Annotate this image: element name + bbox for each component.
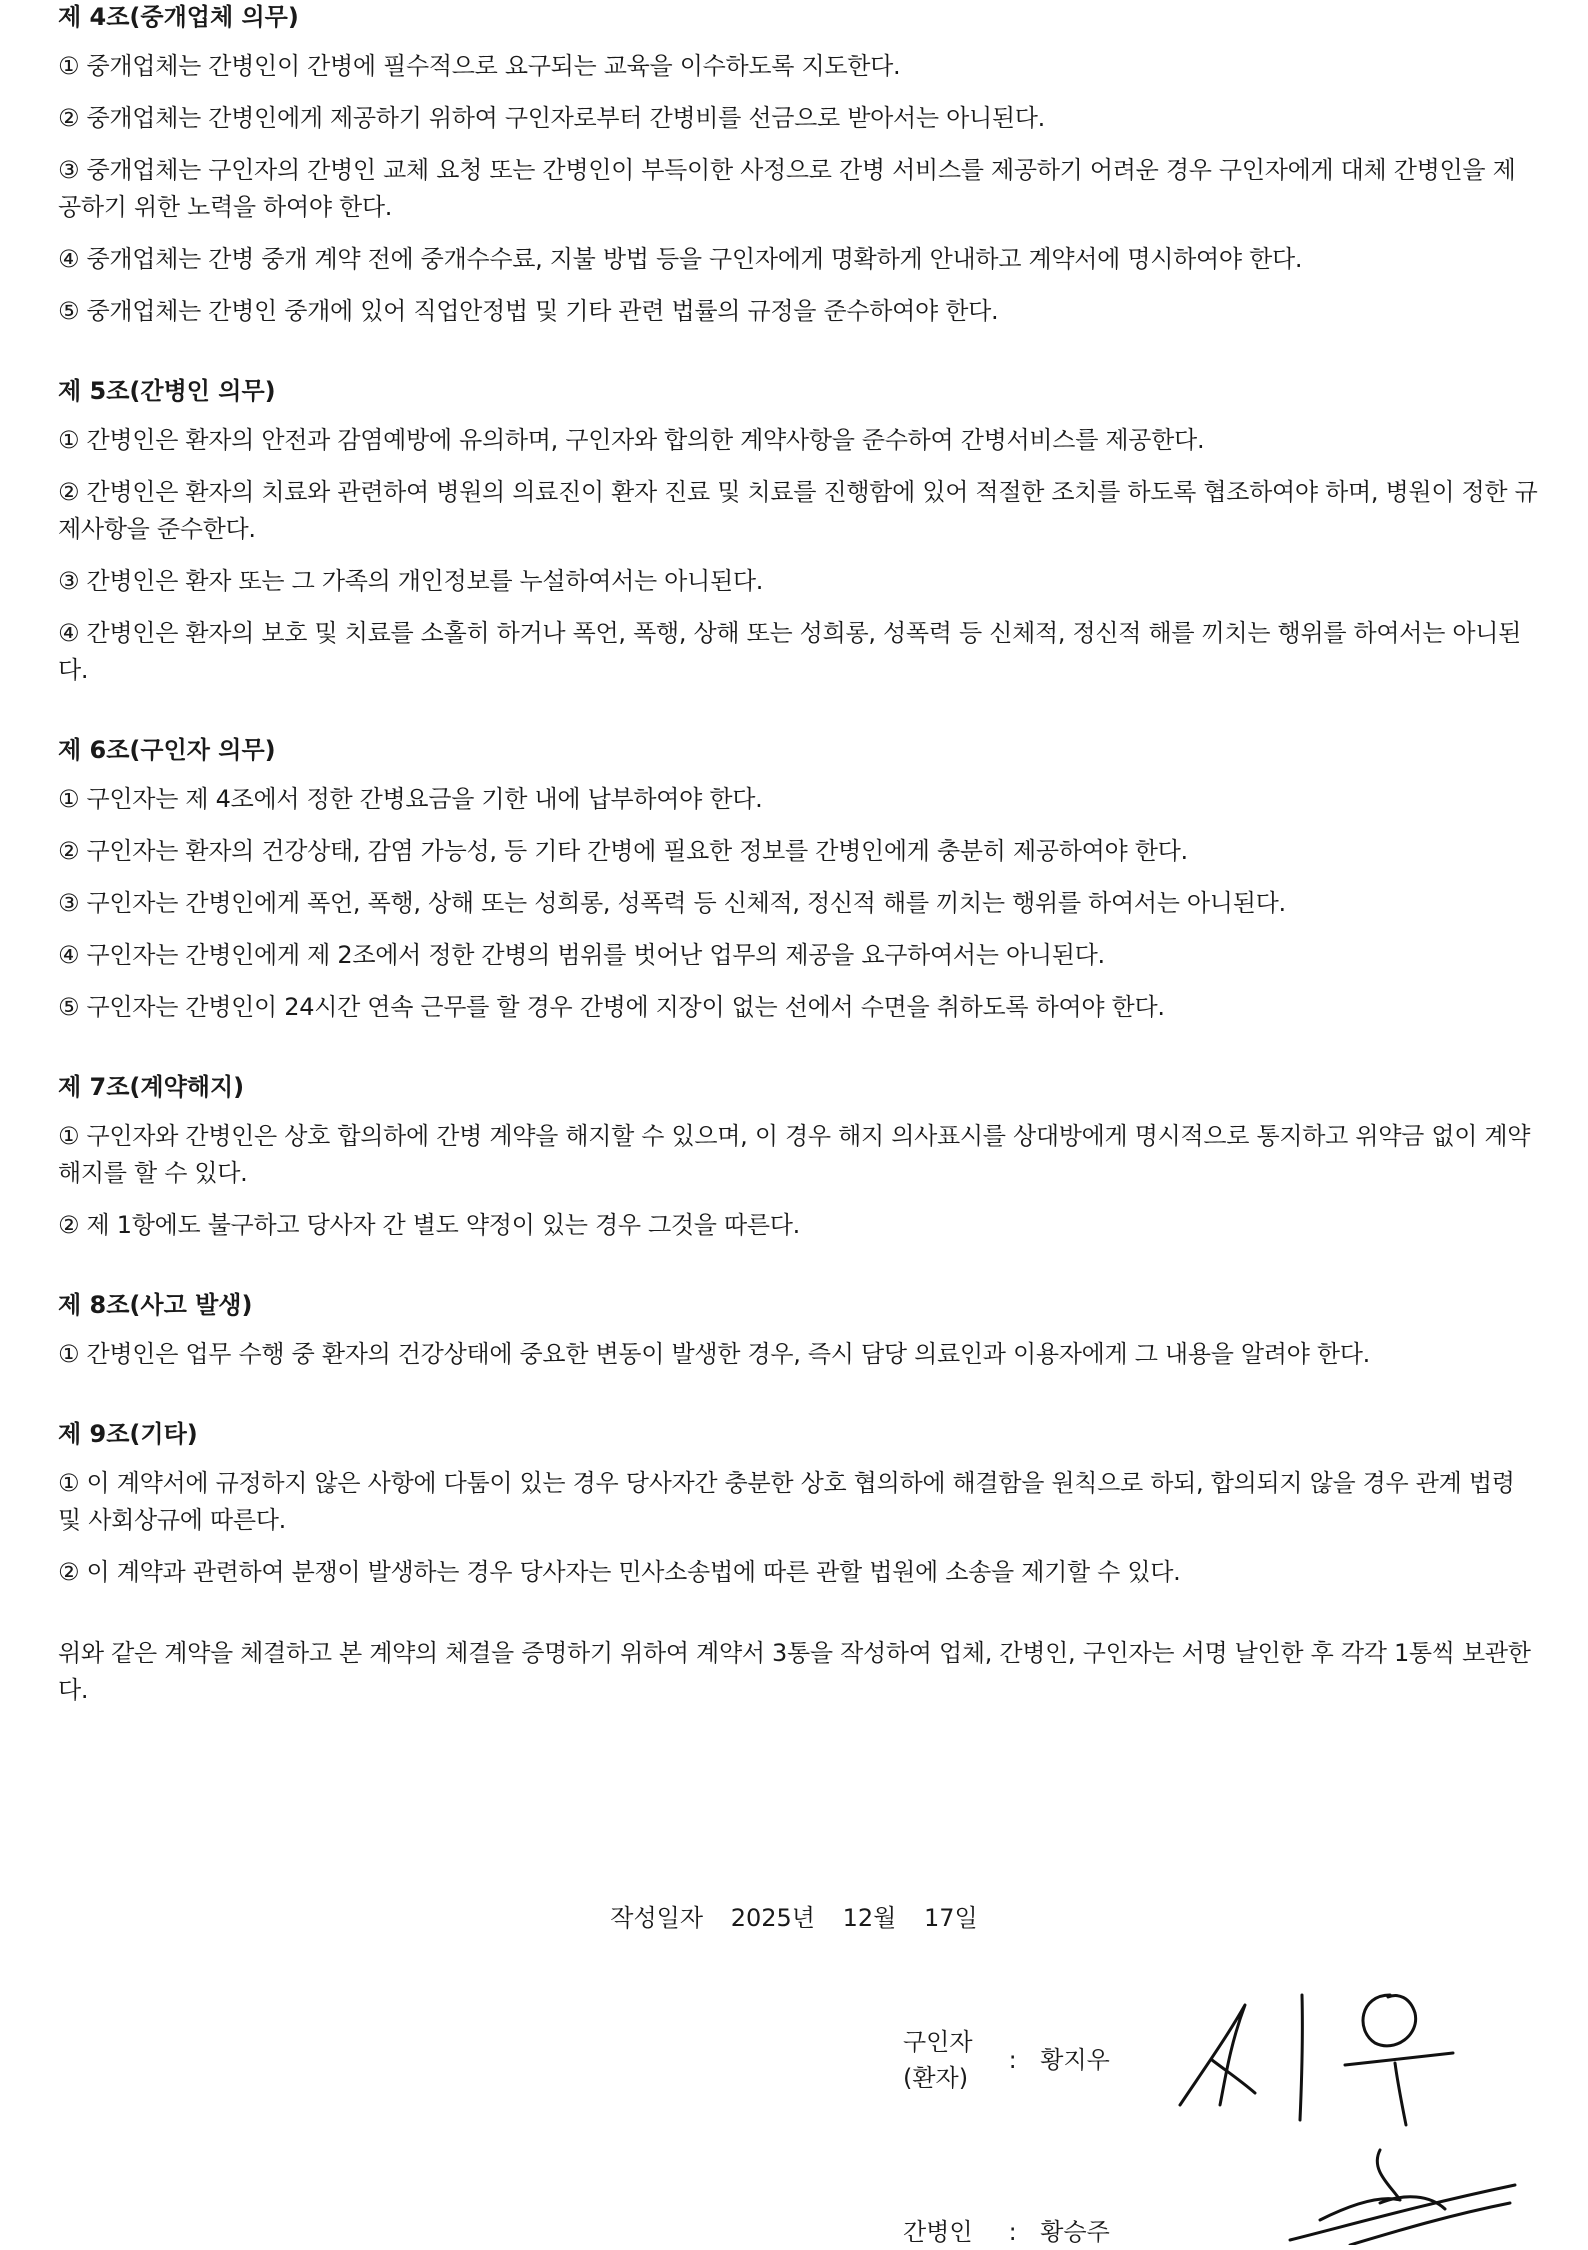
clause: ③ 구인자는 간병인에게 폭언, 폭행, 상해 또는 성희롱, 성폭력 등 신체적, 정신적 해를 끼치는 행위를 하여서는 아니된다. xyxy=(58,889,1286,917)
clause: ① 구인자와 간병인은 상호 합의하에 간병 계약을 해지할 수 있으며, 이 경우 해지 의사표시를 상대방에게 명시적으로 통지하고 위약금 없이 계약해지를 할 수 있다. xyxy=(58,1122,1531,1187)
article-title: 제 4조(중개업체 의무) xyxy=(58,3,299,31)
article-7 xyxy=(58,1070,1538,1244)
client-label-line1: 구인자 xyxy=(903,2028,973,2056)
clause: ① 구인자는 제 4조에서 정한 간병요금을 기한 내에 납부하여야 한다. xyxy=(58,785,763,813)
clause: ⑤ 구인자는 간병인이 24시간 연속 근무를 할 경우 간병에 지장이 없는 선에서 수면을 취하도록 하여야 한다. xyxy=(58,993,1165,1021)
clause: ⑤ 중개업체는 간병인 중개에 있어 직업안정법 및 기타 관련 법률의 규정을 준수하여야 한다. xyxy=(58,297,999,325)
client-label xyxy=(903,2024,985,2096)
article-6 xyxy=(58,733,1538,1026)
clause: ① 이 계약서에 규정하지 않은 사항에 다툼이 있는 경우 당사자간 충분한 상호 협의하에 해결함을 원칙으로 하되, 합의되지 않을 경우 관계 법령 및 사회상규에 따른다. xyxy=(58,1469,1515,1534)
clause: ④ 구인자는 간병인에게 제 2조에서 정한 간병의 범위를 벗어난 업무의 제공을 요구하여서는 아니된다. xyxy=(58,941,1105,969)
closing-statement: 위와 같은 계약을 체결하고 본 계약의 체결을 증명하기 위하여 계약서 3통을 작성하여 업체, 간병인, 구인자는 서명 날인한 후 각각 1통씩 보관한다. xyxy=(58,1639,1531,1704)
date-day: 17일 xyxy=(923,1904,978,1932)
client-colon: : xyxy=(1008,2046,1017,2074)
date-line xyxy=(0,1900,1588,1936)
client-name: 황지우 xyxy=(1040,2046,1110,2074)
clause: ② 간병인은 환자의 치료와 관련하여 병원의 의료진이 환자 진료 및 치료를 진행함에 있어 적절한 조치를 하도록 협조하여야 하며, 병원이 정한 규제사항을 준수한다. xyxy=(58,478,1538,543)
clause: ① 간병인은 환자의 안전과 감염예방에 유의하며, 구인자와 합의한 계약사항을 준수하여 간병서비스를 제공한다. xyxy=(58,426,1205,454)
clause: ④ 중개업체는 간병 중개 계약 전에 중개수수료, 지불 방법 등을 구인자에게 명확하게 안내하고 계약서에 명시하여야 한다. xyxy=(58,245,1303,273)
client-signer xyxy=(903,2024,1110,2096)
article-title: 제 7조(계약해지) xyxy=(58,1073,245,1101)
clause: ① 중개업체는 간병인이 간병에 필수적으로 요구되는 교육을 이수하도록 지도한다. xyxy=(58,52,901,80)
clause: ② 구인자는 환자의 건강상태, 감염 가능성, 등 기타 간병에 필요한 정보를 간병인에게 충분히 제공하여야 한다. xyxy=(58,837,1188,865)
date-label: 작성일자 xyxy=(610,1904,704,1932)
client-signature xyxy=(1170,1985,1470,2155)
date-year: 2025년 xyxy=(730,1904,815,1932)
caregiver-colon: : xyxy=(1008,2218,1017,2246)
clause: ① 간병인은 업무 수행 중 환자의 건강상태에 중요한 변동이 발생한 경우, 즉시 담당 의료인과 이용자에게 그 내용을 알려야 한다. xyxy=(58,1340,1370,1368)
article-4 xyxy=(58,0,1538,330)
caregiver-signature xyxy=(1230,2145,1530,2245)
article-title: 제 5조(간병인 의무) xyxy=(58,377,276,405)
article-8 xyxy=(58,1288,1538,1373)
article-title: 제 9조(기타) xyxy=(58,1420,198,1448)
article-5 xyxy=(58,374,1538,689)
clause: ② 중개업체는 간병인에게 제공하기 위하여 구인자로부터 간병비를 선금으로 받아서는 아니된다. xyxy=(58,104,1045,132)
article-title: 제 8조(사고 발생) xyxy=(58,1291,253,1319)
clause: ② 이 계약과 관련하여 분쟁이 발생하는 경우 당사자는 민사소송법에 따른 관할 법원에 소송을 제기할 수 있다. xyxy=(58,1558,1181,1586)
clause: ③ 간병인은 환자 또는 그 가족의 개인정보를 누설하여서는 아니된다. xyxy=(58,567,764,595)
clause: ④ 간병인은 환자의 보호 및 치료를 소홀히 하거나 폭언, 폭행, 상해 또는 성희롱, 성폭력 등 신체적, 정신적 해를 끼치는 행위를 하여서는 아니된다. xyxy=(58,619,1522,684)
article-title: 제 6조(구인자 의무) xyxy=(58,736,276,764)
caregiver-signer xyxy=(903,2213,1110,2250)
caregiver-label: 간병인 xyxy=(903,2218,973,2246)
clause: ② 제 1항에도 불구하고 당사자 간 별도 약정이 있는 경우 그것을 따른다. xyxy=(58,1211,800,1239)
contract-body xyxy=(58,0,1538,1709)
caregiver-name: 황승주 xyxy=(1040,2218,1110,2246)
article-9 xyxy=(58,1417,1538,1591)
clause: ③ 중개업체는 구인자의 간병인 교체 요청 또는 간병인이 부득이한 사정으로 간병 서비스를 제공하기 어려운 경우 구인자에게 대체 간병인을 제공하기 위한 노력을 하여야 한다. xyxy=(58,156,1516,221)
client-label-line2: (환자) xyxy=(903,2064,969,2092)
date-month: 12월 xyxy=(842,1904,897,1932)
